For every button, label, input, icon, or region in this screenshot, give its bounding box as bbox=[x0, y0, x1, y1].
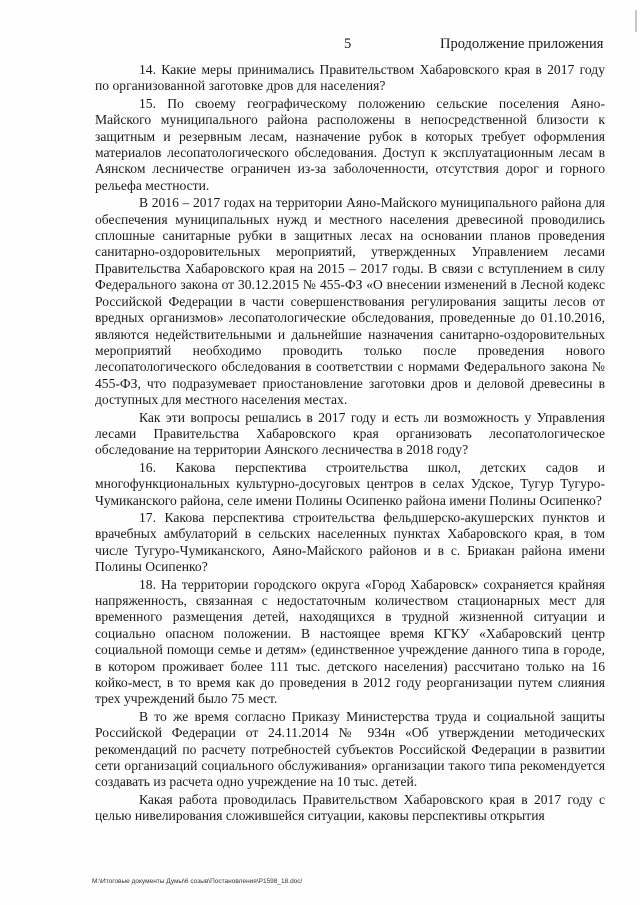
scan-edge-mark bbox=[635, 10, 637, 32]
question-15: 15. По своему географическому положению сельские поселения Аяно-Майского муниципального района расположены в непосредственной близости к защитным и резервным лесам, назначение рубок в которых требует оформления материалов лесопатологического обследования. Доступ к эксплуатационным лесам в Аянском лесничестве ограничен из-за заболоченности, отсутствия дорог и горного рельефа местности. bbox=[95, 95, 605, 193]
question-15-ask: Как эти вопросы решались в 2017 году и есть ли возможность у Управления лесами Правительства Хабаровского края организовать лесопатологическое обследование на территории Аянского лесничества в 2018 году? bbox=[95, 409, 605, 458]
document-body bbox=[95, 62, 605, 826]
question-18: 18. На территории городского округа «Город Хабаровск» сохраняется крайняя напряженность, связанная с недостаточным количеством стационарных мест для временного размещения детей, находящихся в трудной жизненной ситуации и социально опасном положении. В настоящее время КГКУ «Хабаровский центр социальной помощи семье и детям» (единственное учреждение данного типа в городе, в котором проживает более 111 тыс. детского населения) рассчитано только на 16 койко-мест, в то время как до проведения в 2012 году реорганизации путем слияния трех учреждений было 75 мест. bbox=[95, 576, 605, 707]
continuation-heading: Продолжение приложения bbox=[440, 36, 604, 52]
question-18-details: В то же время согласно Приказу Министерства труда и социальной защиты Российской Федерации от 24.11.2014 № 934н «Об утверждении методических рекомендаций по расчету потребностей субъектов Российской Федерации в развитии сети организаций социального обслуживания» организации такого типа рекомендуется создавать из расчета одно учреждение на 10 тыс. детей. bbox=[95, 708, 605, 790]
question-14: 14. Какие меры принимались Правительством Хабаровского края в 2017 году по организованной заготовке дров для населения? bbox=[95, 62, 605, 94]
file-path-footer: M:\Итоговые документы Думы\6 созыв\Постановления\P1598_18.doc/ bbox=[92, 878, 303, 885]
question-17: 17. Какова перспектива строительства фельдшерско-акушерских пунктов и врачебных амбулаторий в сельских населенных пунктах Хабаровского края, в том числе Тугуро-Чумиканского, Аяно-Майского районов и в с. Бриакан района имени Полины Осипенко? bbox=[95, 509, 605, 575]
page-number: 5 bbox=[344, 36, 352, 52]
question-15-details: В 2016 – 2017 годах на территории Аяно-Майского муниципального района для обеспечения муниципальных нужд и местного населения древесиной проводились сплошные санитарные рубки в защитных лесах на основании планов проведения санитарно-оздоровительных мероприятий, утвержденных Управлением лесами Правительства Хабаровского края на 2015 – 2017 годы. В связи с вступлением в силу Федерального закона от 30.12.2015 № 455-ФЗ «О внесении изменений в Лесной кодекс Российской Федерации в части совершенствования регулирования защиты лесов от вредных организмов» лесопатологические обследования, проведенные до 01.10.2016, являются недействительными и дальнейшие назначения санитарно-оздоровительных мероприятий необходимо проводить только после проведения нового лесопатологического обследования в соответствии с нормами Федерального закона № 455-ФЗ, что подразумевает приостановление заготовки дров и деловой древесины в доступных для местного населения местах. bbox=[95, 195, 605, 408]
question-18-ask: Какая работа проводилась Правительством Хабаровского края в 2017 году с целью нивелирования сложившейся ситуации, каковы перспективы открытия bbox=[95, 791, 605, 824]
question-16: 16. Какова перспектива строительства школ, детских садов и многофункциональных культурно-досуговых центров в селах Удское, Тугур Тугуро-Чумиканского района, селе имени Полины Осипенко района имени Полины Осипенко? bbox=[95, 459, 605, 508]
